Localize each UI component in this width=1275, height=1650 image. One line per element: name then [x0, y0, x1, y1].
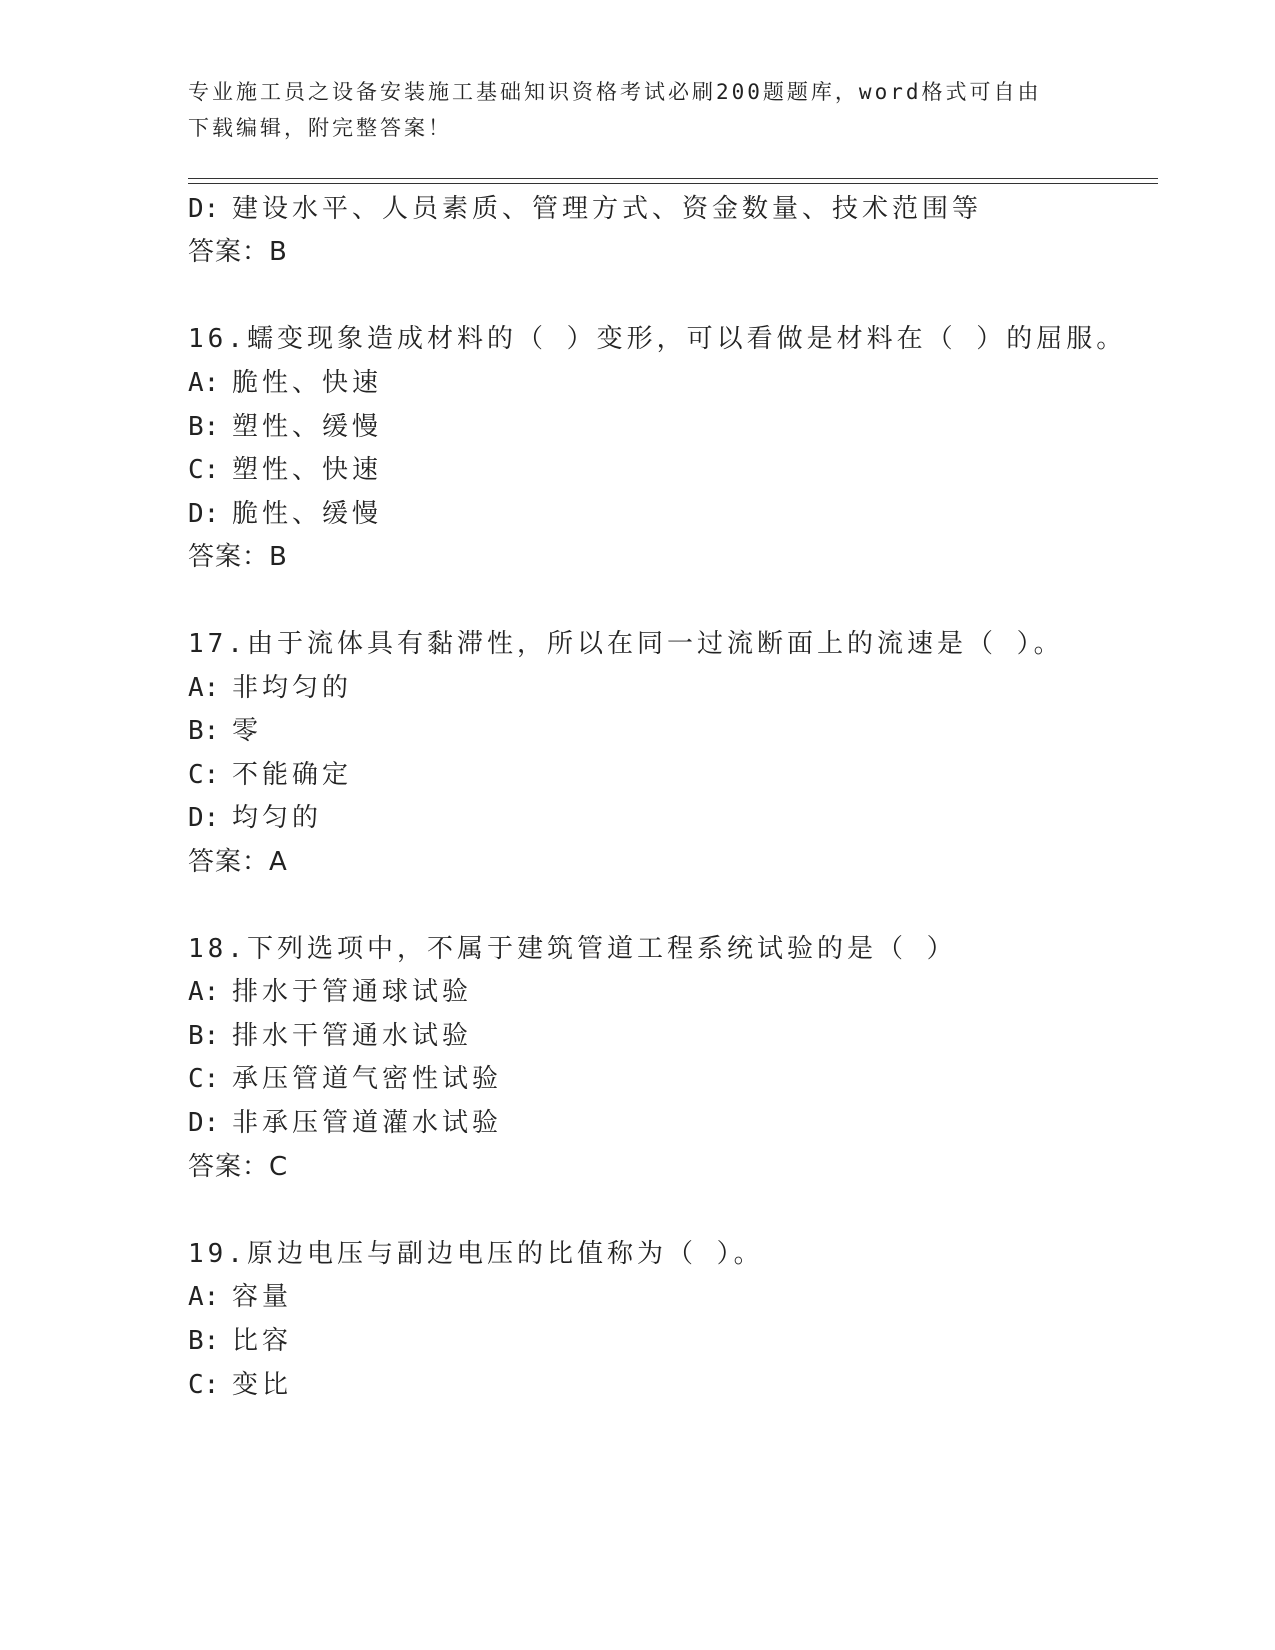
- option-d: [188, 801, 322, 835]
- option-d: [188, 1106, 502, 1140]
- question-stem: 18.下列选项中，不属于建筑管道工程系统试验的是（ ）: [188, 934, 957, 964]
- option-text: 变比: [232, 1370, 293, 1400]
- option-text: 非承压管道灌水试验: [232, 1108, 503, 1138]
- header-line-1: 专业施工员之设备安装施工基础知识资格考试必刷200题题库，word格式可自由: [188, 80, 1042, 104]
- option-b: [188, 714, 262, 748]
- option-label: D:: [188, 803, 220, 833]
- option-text: 脆性、缓慢: [232, 499, 383, 529]
- option-text: 零: [232, 716, 263, 746]
- header-divider: [188, 178, 1158, 184]
- option-c: [188, 1062, 502, 1096]
- option-a: [188, 366, 382, 400]
- answer: 答案：A: [188, 847, 288, 877]
- option-c: [188, 1368, 292, 1402]
- document-header: [188, 74, 1088, 146]
- option-text: 均匀的: [232, 803, 323, 833]
- option-label: C:: [188, 1064, 220, 1094]
- question-stem: 16.蠕变现象造成材料的（ ）变形，可以看做是材料在（ ）的屈服。: [188, 324, 1127, 354]
- option-text: 排水于管通球试验: [232, 977, 473, 1007]
- answer: 答案：B: [188, 237, 288, 267]
- option-c: [188, 758, 352, 792]
- option-text: 塑性、快速: [232, 455, 383, 485]
- option-c: [188, 453, 382, 487]
- option-text: 脆性、快速: [232, 368, 383, 398]
- option-label: A:: [188, 1282, 220, 1312]
- option-d: [188, 497, 382, 531]
- option-d: [188, 192, 982, 226]
- option-label: D:: [188, 1108, 220, 1138]
- option-label: B:: [188, 1326, 220, 1356]
- option-label: B:: [188, 1021, 220, 1051]
- option-label: C:: [188, 1370, 220, 1400]
- option-a: [188, 1280, 292, 1314]
- option-b: [188, 410, 382, 444]
- option-label: B:: [188, 412, 220, 442]
- option-label: A:: [188, 368, 220, 398]
- question-stem: 17.由于流体具有黏滞性，所以在同一过流断面上的流速是（ ）。: [188, 629, 1064, 659]
- option-a: [188, 671, 352, 705]
- option-label: B:: [188, 716, 220, 746]
- option-label: D:: [188, 194, 220, 224]
- option-text: 承压管道气密性试验: [232, 1064, 503, 1094]
- option-text: 塑性、缓慢: [232, 412, 383, 442]
- option-label: D:: [188, 499, 220, 529]
- option-text: 不能确定: [232, 760, 353, 790]
- option-label: C:: [188, 760, 220, 790]
- option-label: A:: [188, 977, 220, 1007]
- option-text: 比容: [232, 1326, 293, 1356]
- option-label: C:: [188, 455, 220, 485]
- option-b: [188, 1324, 292, 1358]
- option-a: [188, 975, 472, 1009]
- answer: 答案：C: [188, 1152, 289, 1182]
- question-stem: 19.原边电压与副边电压的比值称为（ ）。: [188, 1239, 764, 1269]
- option-text: 非均匀的: [232, 673, 353, 703]
- option-text: 容量: [232, 1282, 293, 1312]
- option-b: [188, 1019, 472, 1053]
- header-line-2: 下载编辑，附完整答案！: [188, 116, 452, 140]
- option-text: 排水干管通水试验: [232, 1021, 473, 1051]
- option-text: 建设水平、人员素质、管理方式、资金数量、技术范围等: [232, 194, 983, 224]
- answer: 答案：B: [188, 542, 288, 572]
- option-label: A:: [188, 673, 220, 703]
